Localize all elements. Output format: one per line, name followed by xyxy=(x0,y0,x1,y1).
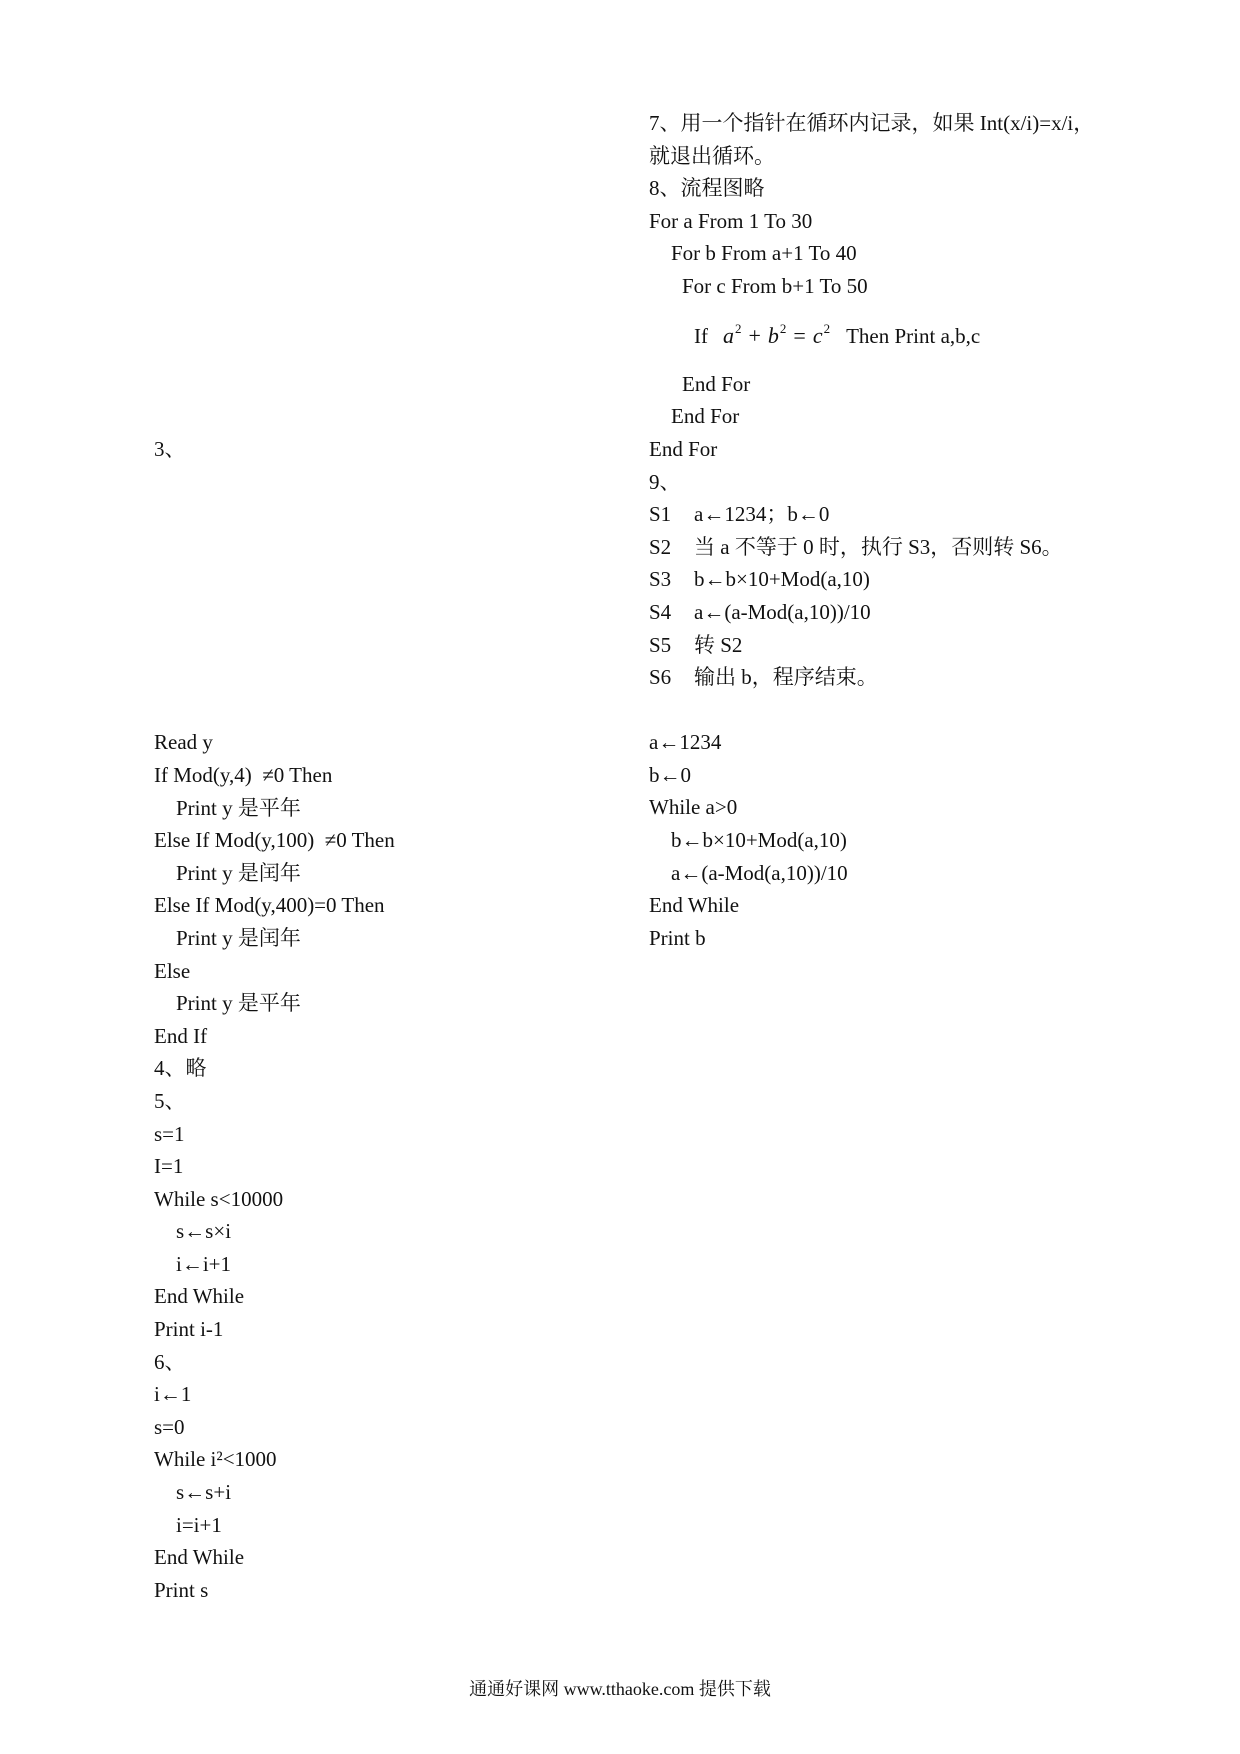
eq-exp-a: 2 xyxy=(735,320,742,336)
q7-answer-line-1: 7、用一个指针在循环内记录，如果 Int(x/i)=x/i， xyxy=(649,111,1095,135)
eq-plus: + xyxy=(748,322,761,348)
q9-code-line: While a>0 xyxy=(649,795,738,820)
pythagorean-equation xyxy=(723,303,830,368)
step-text: a←1234；b←0 xyxy=(694,502,830,527)
eq-exp-c: 2 xyxy=(823,320,831,336)
q3-code-line: If Mod(y,4) ≠0 Then xyxy=(154,762,333,787)
q3-code-line: Print y 是平年 xyxy=(176,795,301,820)
right-column xyxy=(649,107,1094,954)
step-label: S1 xyxy=(649,502,672,527)
eq-var-c: c xyxy=(812,322,823,348)
q8-for-c: For c From b+1 To 50 xyxy=(682,273,868,298)
q8-end-for-c: End For xyxy=(682,371,751,396)
q8-if-line xyxy=(649,303,1094,368)
q5-code-line: s←s×i xyxy=(176,1219,232,1244)
q9-step xyxy=(649,498,1094,531)
q9-code-line: b←b×10+Mod(a,10) xyxy=(671,828,847,853)
q9-code-line: End While xyxy=(649,893,740,918)
q9-code-line: Print b xyxy=(649,925,706,950)
eq-exp-b: 2 xyxy=(779,320,787,336)
step-text: 输出 b，程序结束。 xyxy=(694,665,878,690)
q6-code-line: End While xyxy=(154,1545,245,1570)
q5-code-line: Print i-1 xyxy=(154,1317,224,1342)
step-text: 转 S2 xyxy=(694,632,743,657)
if-keyword: If xyxy=(694,323,708,348)
q5-code-line: s=1 xyxy=(154,1121,185,1146)
q3-code-line: Else If Mod(y,400)=0 Then xyxy=(154,893,385,918)
q3-code-line: Read y xyxy=(154,730,213,755)
step-label: S2 xyxy=(649,534,672,559)
q7-answer-line-2: 就退出循环。 xyxy=(649,143,775,168)
q9-step xyxy=(649,629,1094,662)
then-clause: Then Print a,b,c xyxy=(846,323,981,348)
eq-equals: = xyxy=(793,322,806,348)
left-column xyxy=(154,107,395,1606)
q9-step xyxy=(649,596,1094,629)
q3-code-line: Print y 是闰年 xyxy=(176,860,301,885)
q8-end-for-a: End For xyxy=(649,436,718,461)
step-text: a←(a-Mod(a,10))/10 xyxy=(694,599,871,624)
q8-end-for-b: End For xyxy=(671,404,740,429)
q5-code-line: End While xyxy=(154,1284,245,1309)
q9-code-line: a←1234 xyxy=(649,730,722,755)
q6-code-line: Print s xyxy=(154,1577,209,1602)
q3-code-line: End If xyxy=(154,1023,208,1048)
q3-title: 3、 xyxy=(154,437,186,461)
q8-title: 8、流程图略 xyxy=(649,176,765,201)
q5-code-line: i←i+1 xyxy=(176,1251,232,1276)
q3-code-line: Else If Mod(y,100) ≠0 Then xyxy=(154,828,395,853)
step-label: S5 xyxy=(649,632,672,657)
q8-for-a: For a From 1 To 30 xyxy=(649,208,813,233)
q6-code-line: While i²<1000 xyxy=(154,1447,277,1472)
page-footer: 通通好课网 www.tthaoke.com 提供下载 xyxy=(469,1679,771,1699)
q9-code-line: b←0 xyxy=(649,762,691,787)
q9-step xyxy=(649,563,1094,596)
q6-code-line: i=i+1 xyxy=(176,1512,222,1537)
q6-code-line: s=0 xyxy=(154,1414,185,1439)
q6-code-line: s←s+i xyxy=(176,1480,232,1505)
q9-step xyxy=(649,661,1094,694)
q5-code-line: While s<10000 xyxy=(154,1186,284,1211)
q4-answer: 4、略 xyxy=(154,1056,207,1081)
q3-code-line: Else xyxy=(154,958,191,983)
q3-code-line: Print y 是平年 xyxy=(176,991,301,1016)
step-text: b←b×10+Mod(a,10) xyxy=(694,567,870,592)
q9-title: 9、 xyxy=(649,469,681,494)
q3-code-line: Print y 是闰年 xyxy=(176,925,301,950)
q6-title: 6、 xyxy=(154,1349,186,1374)
q5-code-line: I=1 xyxy=(154,1154,184,1179)
step-label: S3 xyxy=(649,567,672,592)
step-text: 当 a 不等于 0 时，执行 S3，否则转 S6。 xyxy=(694,534,1063,559)
step-label: S4 xyxy=(649,599,672,624)
eq-var-b: b xyxy=(767,322,779,348)
q5-title: 5、 xyxy=(154,1088,186,1113)
q8-for-b: For b From a+1 To 40 xyxy=(671,241,857,266)
q9-step xyxy=(649,531,1094,564)
step-label: S6 xyxy=(649,665,672,690)
eq-var-a: a xyxy=(723,322,734,348)
q9-code-line: a←(a-Mod(a,10))/10 xyxy=(671,860,848,885)
q6-code-line: i←1 xyxy=(154,1382,192,1407)
